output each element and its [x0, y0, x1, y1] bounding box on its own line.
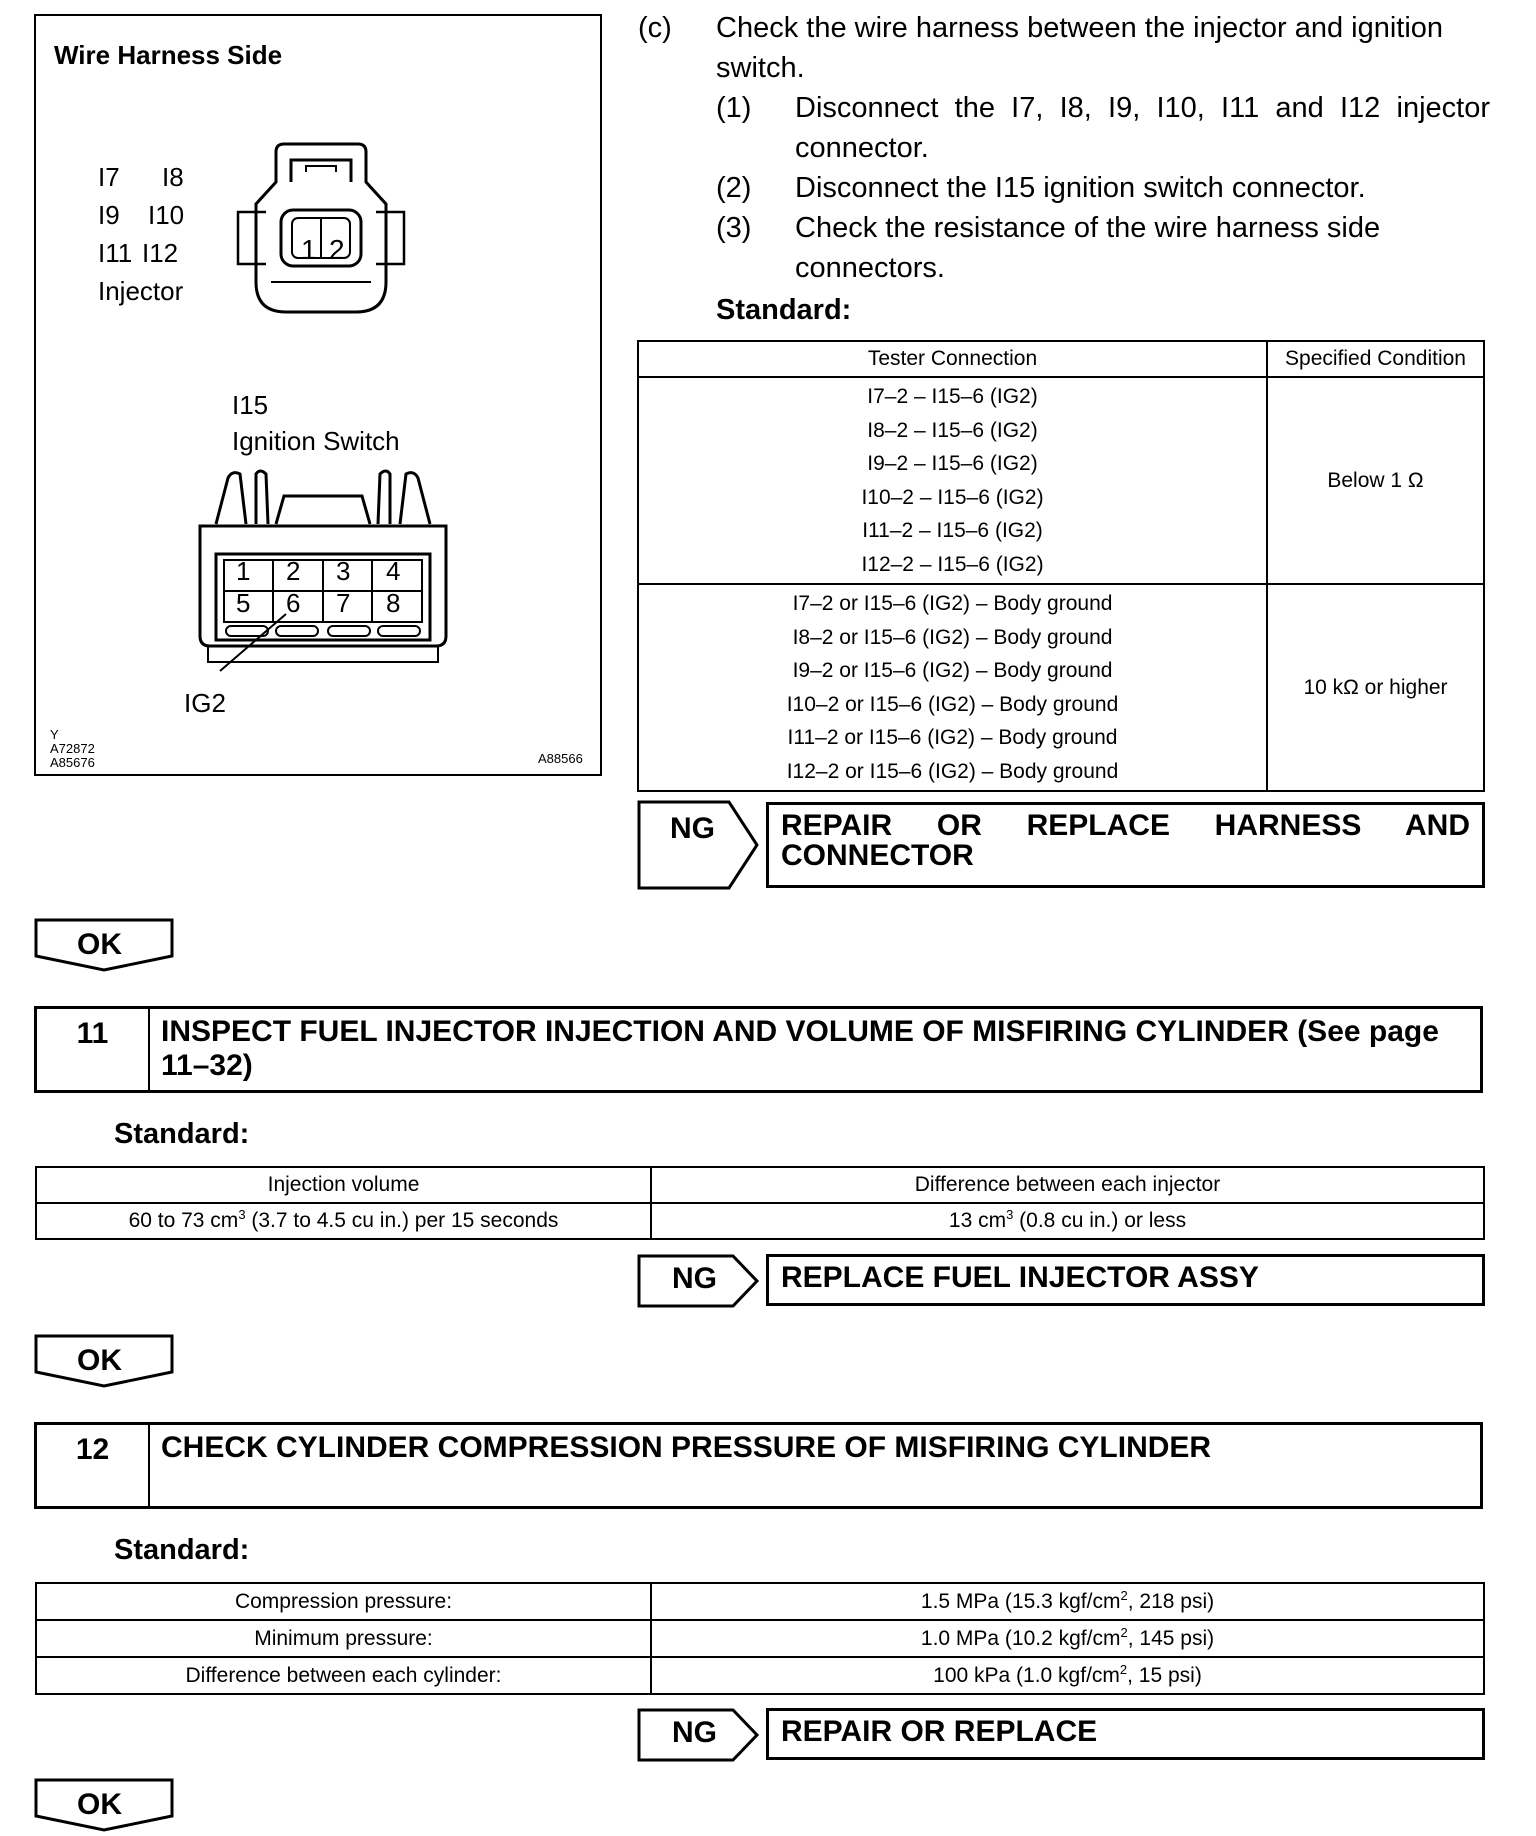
cylinder-difference-value: 100 kPa (1.0 kgf/$cm^2$, 15 psi) [651, 1657, 1484, 1694]
ok-label-c: OK [77, 928, 122, 961]
substep-2-num: (2) [716, 172, 752, 204]
ok-label-11: OK [77, 1344, 122, 1377]
figure-code-y: Y [50, 727, 59, 742]
connection-group-1 [638, 377, 1267, 584]
ng-result-11: REPLACE FUEL INJECTOR ASSY [766, 1254, 1485, 1306]
step-12-header [34, 1422, 1483, 1509]
compression-value: 1.5 MPa (15.3 kgf/$cm^2$, 218 psi) [651, 1583, 1484, 1620]
ig2-label: IG2 [184, 688, 226, 718]
header-specified-condition: Specified Condition [1267, 341, 1484, 377]
standard-label-c: Standard: [716, 294, 852, 326]
ok-label-12: OK [77, 1788, 122, 1821]
connection-row: I9–2 – I15–6 (IG2) [867, 452, 1038, 475]
substep-3-num: (3) [716, 212, 752, 244]
compression-item: Compression pressure: [36, 1583, 651, 1620]
injector-connector-drawing [236, 142, 406, 322]
switch-pin-6: 6 [286, 588, 301, 618]
injector-label-i10: I10 [148, 200, 185, 230]
connection-row: I12–2 or I15–6 (IG2) – Body ground [786, 759, 1119, 783]
switch-pin-5: 5 [236, 588, 251, 618]
condition-group-2: 10 kΩ or higher [1267, 584, 1484, 791]
step-12-number: 12 [37, 1425, 150, 1506]
injector-label-i12: I12 [142, 238, 179, 268]
injection-volume-value: 60 to 73 $cm^3$ (3.7 to 4.5 cu in.) per 15 seconds [36, 1203, 651, 1239]
figure-heading: Wire Harness Side [54, 40, 283, 70]
condition-group-1: Below 1 Ω [1267, 377, 1484, 584]
header-injection-volume: Injection volume [36, 1167, 651, 1203]
connection-row: I11–2 – I15–6 (IG2) [862, 519, 1043, 542]
connection-group-2 [638, 584, 1267, 791]
figure-code-right: A88566 [538, 751, 583, 766]
switch-pin-7: 7 [336, 588, 351, 618]
injector-difference-value: 13 $cm^3$ (0.8 cu in.) or less [651, 1203, 1484, 1239]
step-c-label: (c) [638, 12, 672, 44]
switch-pin-3: 3 [336, 556, 351, 586]
step-c-text: Check the wire harness between the injector and ignition switch. [716, 12, 1444, 84]
ng-result-c: REPAIR OR REPLACE HARNESS AND CONNECTOR [766, 802, 1485, 888]
switch-pin-4: 4 [386, 556, 401, 586]
step-11-header [34, 1006, 1483, 1093]
connection-row: I10–2 or I15–6 (IG2) – Body ground [786, 692, 1119, 716]
connection-row: I9–2 or I15–6 (IG2) – Body ground [792, 659, 1113, 682]
injector-label-i9: I9 [98, 200, 120, 230]
minimum-pressure-item: Minimum pressure: [36, 1620, 651, 1657]
wiring-figure [34, 14, 602, 776]
ng-label-11: NG [672, 1262, 717, 1295]
connection-row: I12–2 – I15–6 (IG2) [861, 552, 1044, 576]
injector-label: Injector [98, 276, 184, 306]
switch-pin-8: 8 [386, 588, 401, 618]
substep-3-text: Check the resistance of the wire harness side connectors. [795, 212, 1381, 284]
ng-label-12: NG [672, 1716, 717, 1749]
connection-row: I10–2 – I15–6 (IG2) [861, 485, 1044, 509]
connection-row: I7–2 – I15–6 (IG2) [867, 385, 1038, 408]
switch-pin-2: 2 [286, 556, 301, 586]
substep-1-text: Disconnect the I7, I8, I9, I10, I11 and I12 injector connector. [795, 92, 1490, 164]
figure-code-2: A85676 [50, 755, 95, 770]
step-12-title: CHECK CYLINDER COMPRESSION PRESSURE OF MISFIRING CYLINDER [161, 1431, 1212, 1464]
connection-row: I8–2 – I15–6 (IG2) [867, 418, 1038, 442]
injector-pin-2: 2 [329, 234, 345, 265]
ng-result-12: REPAIR OR REPLACE [766, 1708, 1485, 1760]
header-tester-connection: Tester Connection [638, 341, 1267, 377]
injector-pin-1: 1 [301, 234, 317, 265]
header-difference-injector: Difference between each injector [651, 1167, 1484, 1203]
injector-label-i11: I11 [98, 238, 133, 268]
resistance-table [637, 340, 1485, 792]
compression-table [35, 1582, 1485, 1695]
standard-label-11: Standard: [114, 1118, 250, 1150]
injector-label-i7: I7 [98, 162, 120, 192]
connection-row: I7–2 or I15–6 (IG2) – Body ground [792, 592, 1113, 615]
connection-row: I8–2 or I15–6 (IG2) – Body ground [792, 625, 1113, 649]
ng-label-c: NG [670, 812, 715, 845]
figure-code-1: A72872 [50, 741, 95, 756]
ignition-switch-connector-drawing [188, 466, 458, 676]
substep-2-text: Disconnect the I15 ignition switch connector. [795, 172, 1366, 204]
injection-volume-table [35, 1166, 1485, 1240]
minimum-pressure-value: 1.0 MPa (10.2 kgf/$cm^2$, 145 psi) [651, 1620, 1484, 1657]
switch-connector-label: I15 [232, 390, 269, 420]
step-11-number: 11 [37, 1009, 150, 1090]
standard-label-12: Standard: [114, 1534, 250, 1566]
connection-row: I11–2 or I15–6 (IG2) – Body ground [787, 726, 1118, 749]
switch-pin-1: 1 [236, 556, 251, 586]
injector-label-i8: I8 [162, 162, 184, 192]
substep-1-num: (1) [716, 92, 752, 124]
switch-name-label: Ignition Switch [232, 426, 400, 456]
step-11-title: INSPECT FUEL INJECTOR INJECTION AND VOLUME OF MISFIRING CYLINDER (See page 11–32) [161, 1015, 1439, 1082]
cylinder-difference-item: Difference between each cylinder: [36, 1657, 651, 1694]
